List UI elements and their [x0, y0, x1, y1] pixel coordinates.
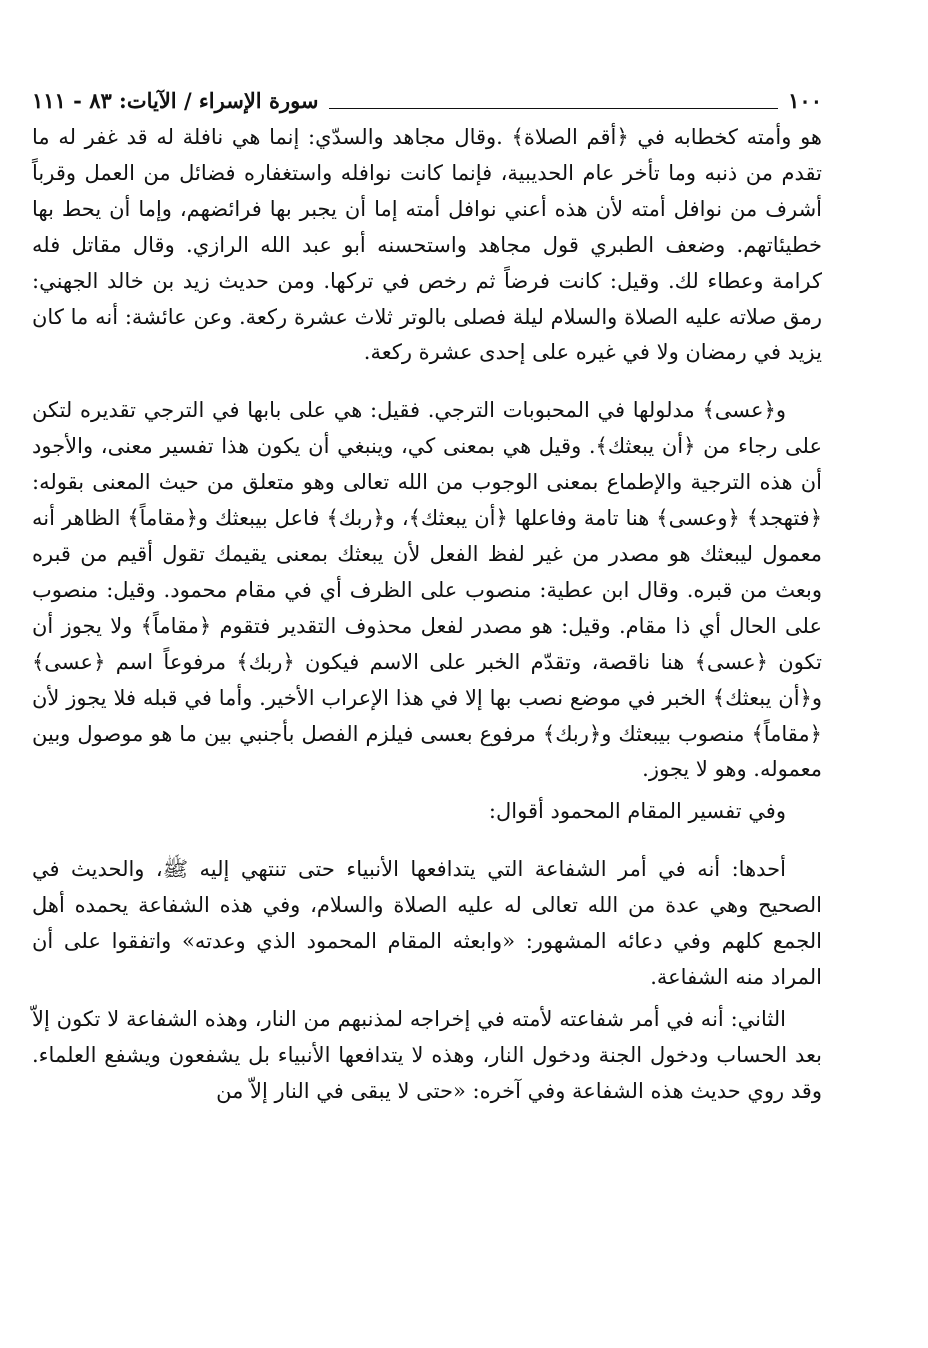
page-number: ١٠٠ — [788, 88, 822, 113]
book-page — [32, 86, 822, 1110]
surah-title: سورة الإسراء / الآيات: ٨٣ - ١١١ — [32, 88, 319, 113]
paragraph-maqam-intro: وفي تفسير المقام المحمود أقوال: — [488, 799, 786, 824]
paragraph-asa-grammar: و﴿عسى﴾ مدلولها في المحبوبات الترجي. فقيل: هي على بابها في الترجي تقديره لتكن على رجاء من ﴿أن يبعثك﴾. وقيل هي بمعنى كي، وينبغي أن يكون هذا تفسير معنى، والأجود أن هذه الترجية والإطماع بمعنى الوجوب من الله تعالى وهو متعلق من حيث المعنى بقوله: ﴿فتهجد﴾ ﴿وعسى﴾ هنا تامة وفاعلها ﴿أن يبعثك﴾، و﴿ربك﴾ فاعل بيبعثك و﴿مقاماً﴾ الظاهر أنه معمول ليبعثك هو مصدر من غير لفظ الفعل لأن يبعثك بمعنى يقيمك تقول أقيم من قبره وبعث من قبره. وقال ابن عطية: منصوب على الظرف أي في مقام محمود. وقيل: منصوب على الحال أي ذا مقام. وقيل: هو مصدر لفعل محذوف التقدير فتقوم ﴿مقاماً﴾ ولا يجوز أن تكون ﴿عسى﴾ هنا ناقصة، وتقدّم الخبر على الاسم فيكون ﴿ربك﴾ مرفوعاً اسم ﴿عسى﴾ و﴿أن يبعثك﴾ الخبر في موضع نصب بها إلا في هذا الإعراب الأخير. وأما في قبله فلا يجوز لأن ﴿مقاماً﴾ منصوب بيبعثك و﴿ربك﴾ مرفوع بعسى فيلزم الفصل بأجنبي بين ما هو موصول وبين معموله. وهو لا يجوز. — [32, 398, 822, 782]
paragraph-prayer-commentary: هو وأمته كخطابه في ﴿أقم الصلاة﴾ .وقال مجاهد والسدّي: إنما هي نافلة له قد غفر له ما تقدم من ذنبه وما تأخر عام الحديبية، فإنما كانت نوافله واستغفاره فضائل من العمل وقرباً أشرف من نوافل أمته لأن هذه أعني نوافل أمته إما أن يجبر بها فرائضهم، وإما أن يحط بها خطيئاتهم. وضعف الطبري قول مجاهد واستحسنه أبو عبد الله الرازي. وقال مقاتل فله كرامة وعطاء لك. وقيل: كانت فرضاً ثم رخص في تركها. ومن حديث زيد بن خالد الجهني: رمق صلاته عليه الصلاة والسلام ليلة فصلى بالوتر ثلاث عشرة ركعة. وعن عائشة: أنه ما كان يزيد في رمضان ولا في غيره على إحدى عشرة ركعة. — [32, 125, 822, 365]
header-rule — [329, 108, 779, 109]
running-header — [32, 86, 822, 116]
paragraph-opinion-second: الثاني: أنه في أمر شفاعته لأمته في إخراجه لمذنبهم من النار، وهذه الشفاعة لا تكون إلاّ بعد الحساب ودخول الجنة ودخول النار، وهذه لا يتدافعها الأنبياء بل يشفعون ويشفع العلماء. وقد روي حديث هذه الشفاعة وفي آخره: «حتى لا يبقى في النار إلاّ من — [32, 1006, 822, 1103]
paragraph-opinion-first: أحدها: أنه في أمر الشفاعة التي يتدافعها الأنبياء حتى تنتهي إليه ﷺ، والحديث في الصحيح وهي عدة من الله تعالى له عليه الصلاة والسلام، وفي هذه الشفاعة يحمده أهل الجمع كلهم وفي دعائه المشهور: «وابعثه المقام المحمود الذي وعدته» واتفقوا على أن المراد منه الشفاعة. — [32, 857, 822, 989]
